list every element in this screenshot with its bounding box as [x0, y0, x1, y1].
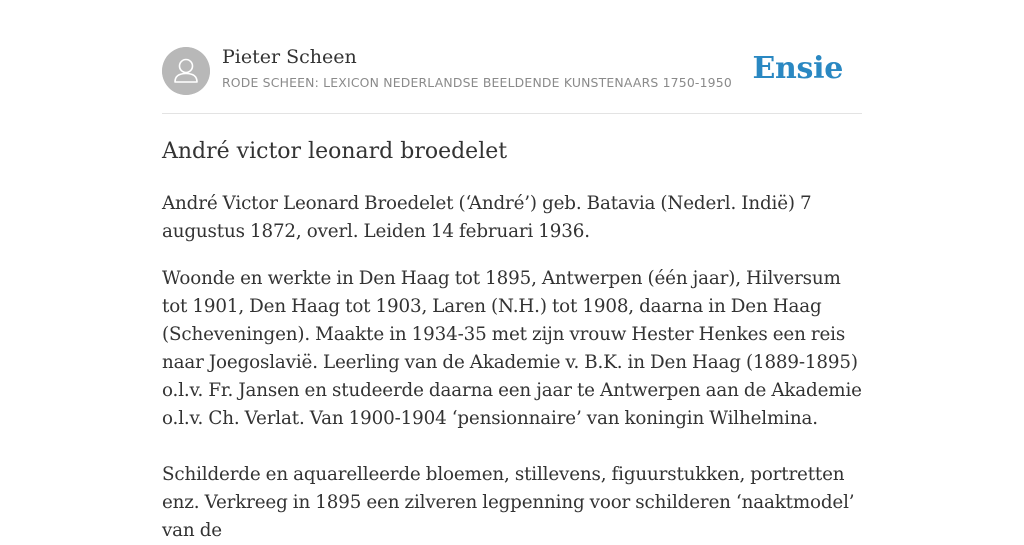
article-paragraph-1: André Victor Leonard Broedelet (‘André’) geb. Batavia (Nederl. Indië) 7 augustus 1872, overl. Leiden 14 februari 1936. [162, 193, 812, 242]
source-title[interactable]: RODE SCHEEN: LEXICON NEDERLANDSE BEELDENDE KUNSTENAARS 1750-1950 [222, 75, 732, 90]
ensie-logo[interactable]: Ensie [752, 51, 843, 86]
article-header [162, 0, 862, 114]
page-container [162, 0, 862, 541]
article-paragraph-2: Woonde en werkte in Den Haag tot 1895, Antwerpen (één jaar), Hilversum tot 1901, Den Haag tot 1903, Laren (N.H.) tot 1908, daarna in Den Haag (Scheveningen). Maakte in 1934-35 met zijn vrouw Hester Henkes een reis naar Joegoslavië. Leerling van de Akademie v. B.K. in Den Haag (1889-1895) o.l.v. Fr. Jansen en studeerde daarna een jaar te Antwerpen aan de Akademie o.l.v. Ch. Verlat. Van 1900-1904 ‘pensionnaire’ van koningin Wilhelmina. [162, 268, 862, 429]
author-name[interactable]: Pieter Scheen [222, 46, 357, 68]
article-title: André victor leonard broedelet [162, 139, 508, 164]
user-avatar-icon[interactable] [162, 47, 210, 95]
article-paragraph-3: Schilderde en aquarelleerde bloemen, stillevens, figuurstukken, portretten enz. Verkreeg in 1895 een zilveren legpenning voor schilderen ‘naaktmodel’ van de [162, 464, 855, 541]
person-icon [162, 47, 210, 95]
